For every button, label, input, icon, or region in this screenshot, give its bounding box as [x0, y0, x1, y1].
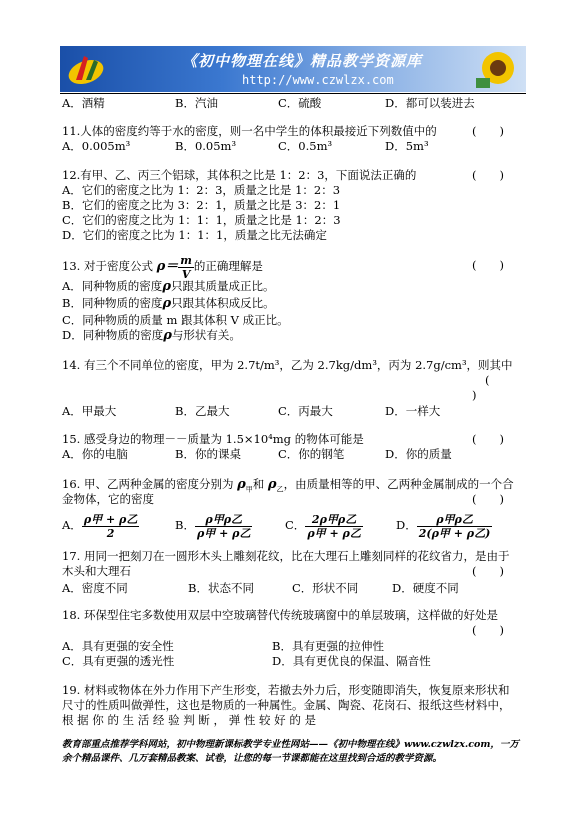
q15-stem: 15. 感受身边的物理－－质量为 1.5×10⁴mg 的物体可能是: [62, 432, 364, 446]
q10-option-a: A．酒精: [62, 96, 105, 110]
q10-option-c: C．硫酸: [278, 96, 322, 110]
q14-option-c: C．丙最大: [278, 404, 333, 418]
q11-stem: 11.人体的密度约等于水的密度，则一名中学生的体积最接近下列数值中的: [62, 124, 437, 138]
q16-option-d: D． $\frac{\text{ρ甲ρ乙}}{\text{2(ρ甲 + ρ乙)}}$: [396, 512, 491, 540]
q12-option-a: A．它们的密度之比为 1：2：3，质量之比是 1：2：3: [62, 183, 341, 197]
q10-option-b: B．汽油: [175, 96, 218, 110]
q16-option-a: A． $\frac{\text{ρ甲 + ρ乙}}{2}$: [62, 512, 138, 540]
q12-option-d: D．它们的密度之比为 1：1：1，质量之比无法确定: [62, 228, 327, 242]
q15-option-a: A．你的电脑: [62, 447, 128, 461]
q16-answer-paren: ( ): [472, 492, 504, 506]
q13-formula-denominator: V: [181, 267, 191, 281]
q17-stem-line1: 17. 用同一把刻刀在一圆形木头上雕刻花纹，比在大理石上雕刻同样的花纹省力，是由于: [62, 549, 510, 563]
q18-option-a: A．具有更强的安全性: [62, 639, 174, 653]
q19-line3: 根 据 你 的 生 活 经 验 判 断 ， 弹 性 较 好 的 是: [62, 713, 316, 727]
q15-option-c: C．你的钢笔: [278, 447, 345, 461]
q18-option-c: C．具有更强的透光性: [62, 654, 175, 668]
q13-stem: [62, 252, 263, 281]
q11-option-c: C．0.5m³: [278, 139, 333, 153]
q10-option-d: D．都可以装进去: [385, 96, 475, 110]
q13-answer-paren: ( ): [472, 258, 504, 272]
q16-option-c: C． $\frac{\text{2ρ甲ρ乙}}{\text{ρ甲 + ρ乙}}$: [285, 512, 361, 540]
q19-line2: 尺寸的性质叫做弹性，这也是物质的一种属性。金属、陶瓷、花岗石、报纸这些材料中，: [62, 698, 511, 712]
q16-stem-line2: 金物体，它的密度: [62, 492, 154, 506]
q11-answer-paren: ( ): [472, 124, 504, 138]
q16-option-b: B． $\frac{\text{ρ甲ρ乙}}{\text{ρ甲 + ρ乙}}$: [175, 512, 251, 540]
q15-answer-paren: ( ): [472, 432, 504, 446]
header-rule: [60, 93, 526, 94]
q13-formula-numerator: m: [180, 253, 192, 267]
footer-line1: 教育部重点推荐学科网站，初中物理新课标教学专业性网站——《初中物理在线》www.czwlzx.com，一万: [62, 739, 519, 750]
q14-option-d: D．一样大: [385, 404, 441, 418]
banner-url[interactable]: http://www.czwlzx.com: [242, 73, 394, 87]
q13-formula-fraction: [178, 254, 194, 281]
q15-option-b: B．你的课桌: [175, 447, 241, 461]
sunflower-icon: [468, 48, 522, 92]
q11-option-b: B．0.05m³: [175, 139, 237, 153]
page-footer: [62, 738, 522, 766]
site-logo-icon: [66, 50, 106, 88]
q18-stem: 18. 环保型住宅多数使用双层中空玻璃替代传统玻璃窗中的单层玻璃，这样做的好处是: [62, 608, 498, 622]
footer-line2: 余个精品课件、几万套精品教案、试卷，让您的每一节课都能在这里找到合适的教学资源。: [62, 753, 443, 764]
q12-option-c: C．它们的密度之比为 1：1：1，质量之比是 1：2：3: [62, 213, 341, 227]
q12-stem: 12.有甲、乙、丙三个铝球，其体积之比是 1：2：3，下面说法正确的: [62, 168, 417, 182]
q15-option-d: D．你的质量: [385, 447, 452, 461]
site-banner: [60, 46, 526, 92]
q13-formula-lhs: ρ＝: [156, 259, 179, 274]
q18-answer-paren: ( ): [472, 623, 504, 637]
q17-option-c: C．形状不同: [292, 581, 359, 595]
q14-paren-open: (: [485, 373, 490, 387]
q17-answer-paren: ( ): [472, 564, 504, 578]
q17-stem-line2: 木头和大理石: [62, 564, 131, 578]
q13-option-c: C．同种物质的质量 m 跟其体积 V 成正比。: [62, 313, 289, 327]
q16-stem: 16. 甲、乙两种金属的密度分别为 $\rho_甲$和 $\rho_乙$，由质量相等的甲、乙两种金属制成的一个合: [62, 477, 514, 494]
q18-option-d: D．具有更优良的保温、隔音性: [272, 654, 431, 668]
q12-option-b: B．它们的密度之比为 3：2：1，质量之比是 3：2：1: [62, 198, 341, 212]
q13-option-a: A．同种物质的密度ρ只跟其质量成正比。: [62, 279, 275, 294]
q17-option-d: D．硬度不同: [392, 581, 459, 595]
q14-stem: 14. 有三个不同单位的密度，甲为 2.7t/m³，乙为 2.7kg/dm³，丙为 2.7g/cm³，则其中: [62, 358, 513, 372]
q13-option-d: D．同种物质的密度ρ与形状有关。: [62, 328, 241, 343]
q13-option-b: B．同种物质的密度ρ只跟其体积成反比。: [62, 296, 275, 311]
q17-option-a: A．密度不同: [62, 581, 128, 595]
q11-option-a: A．0.005m³: [62, 139, 131, 153]
q17-option-b: B．状态不同: [188, 581, 254, 595]
q14-option-a: A．甲最大: [62, 404, 117, 418]
q12-answer-paren: ( ): [472, 168, 504, 182]
q14-option-b: B．乙最大: [175, 404, 230, 418]
q14-paren-close: ): [472, 388, 477, 402]
q13-stem-pre: 13. 对于密度公式: [62, 259, 157, 273]
banner-title: 《初中物理在线》精品教学资源库: [182, 52, 423, 70]
q18-option-b: B．具有更强的拉伸性: [272, 639, 384, 653]
q11-option-d: D．5m³: [385, 139, 429, 153]
q13-stem-post: 的正确理解是: [193, 259, 263, 273]
q19-line1: 19. 材料或物体在外力作用下产生形变，若撤去外力后，形变随即消失，恢复原来形状和: [62, 683, 510, 697]
